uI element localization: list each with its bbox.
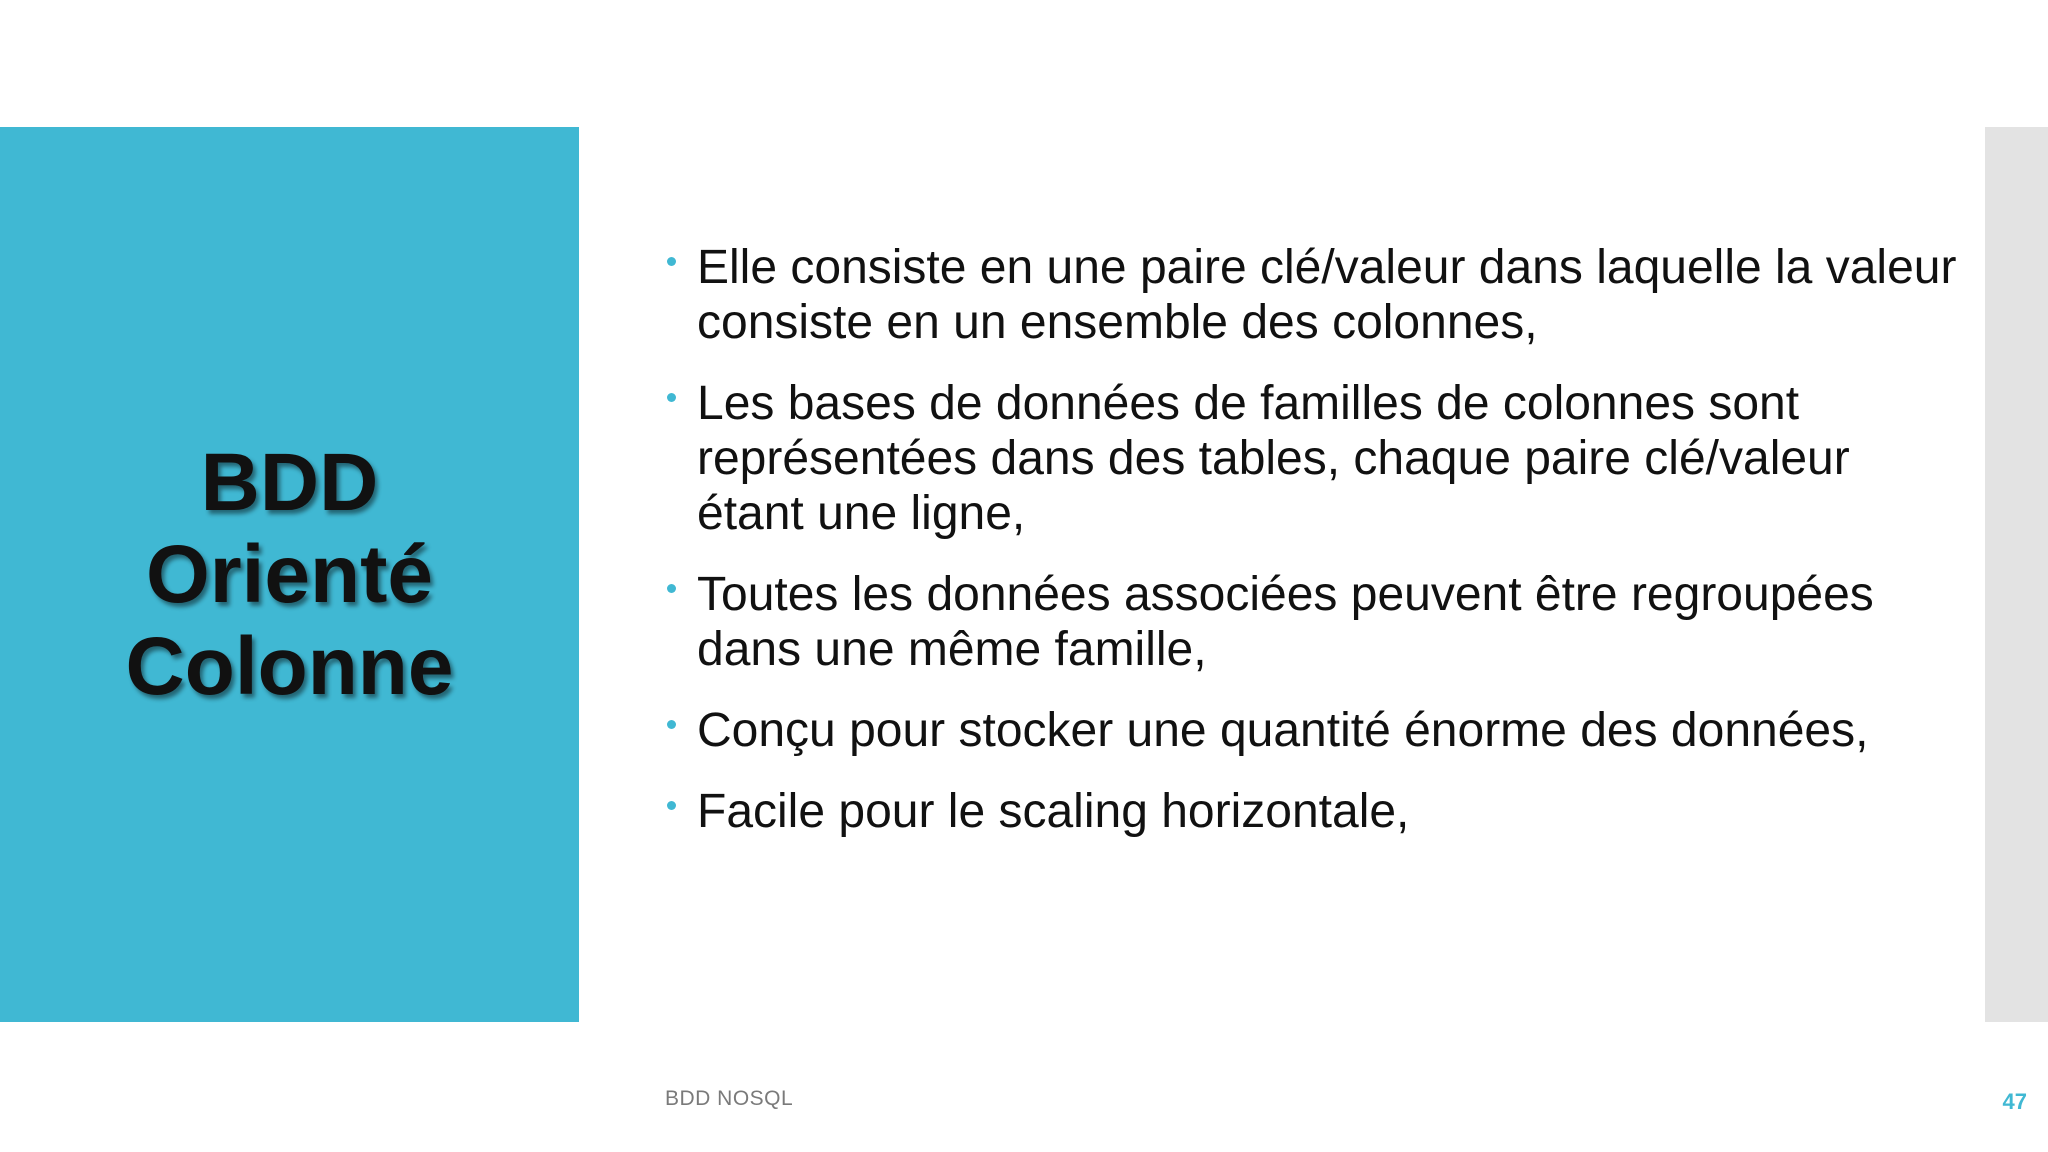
bullet-dot-icon bbox=[667, 720, 676, 729]
bullet-dot-icon bbox=[667, 801, 676, 810]
bullet-dot-icon bbox=[667, 393, 676, 402]
slide-title-line: Colonne bbox=[125, 620, 454, 712]
slide-title bbox=[126, 437, 454, 713]
bullet-text: Toutes les données associées peuvent être regroupées dans une même famille, bbox=[697, 568, 1874, 676]
bullet-list bbox=[660, 240, 1960, 865]
footer-label: BDD NOSQL bbox=[665, 1087, 794, 1110]
bullet-item bbox=[660, 567, 1960, 677]
slide-title-line: BDD bbox=[200, 436, 379, 528]
bullet-item bbox=[660, 240, 1960, 350]
bullet-text: Les bases de données de familles de colonnes sont représentées dans des tables, chaque paire clé/valeur étant une ligne, bbox=[697, 377, 1850, 540]
bullet-item bbox=[660, 784, 1960, 839]
bullet-dot-icon bbox=[667, 257, 676, 266]
bullet-item bbox=[660, 703, 1960, 758]
page-number: 47 bbox=[2002, 1089, 2027, 1114]
bullet-text: Conçu pour stocker une quantité énorme des données, bbox=[697, 704, 1869, 757]
side-strip bbox=[1985, 127, 2048, 1022]
bullet-text: Facile pour le scaling horizontale, bbox=[697, 785, 1410, 838]
bullet-dot-icon bbox=[667, 584, 676, 593]
title-panel bbox=[0, 127, 579, 1022]
bullet-item bbox=[660, 376, 1960, 541]
bullet-text: Elle consiste en une paire clé/valeur dans laquelle la valeur consiste en un ensemble des colonnes, bbox=[697, 241, 1957, 349]
slide-title-line: Orienté bbox=[145, 528, 434, 620]
